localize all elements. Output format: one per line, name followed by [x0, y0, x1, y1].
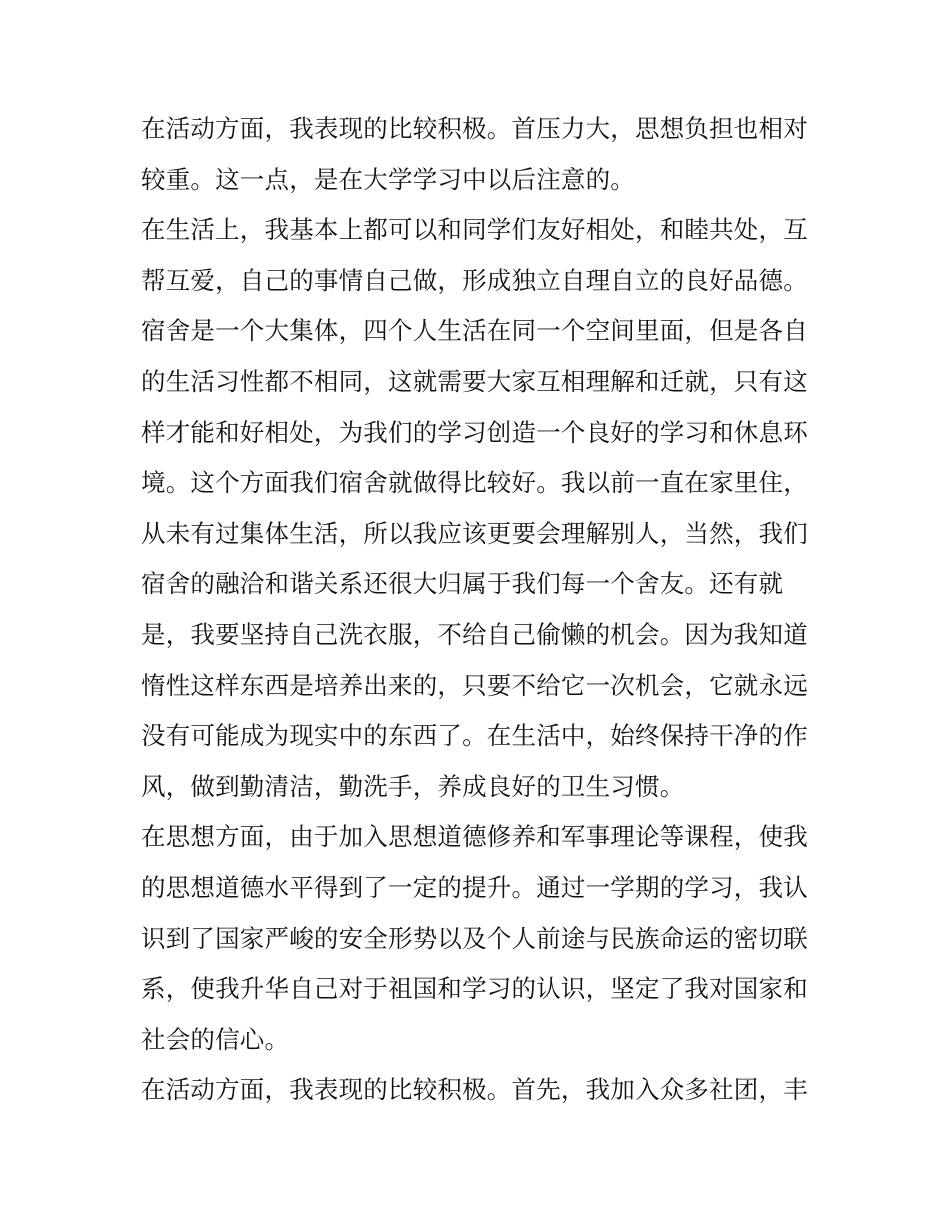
- text-line: 较重。这一点，是在大学学习中以后注意的。: [141, 164, 635, 194]
- text-line: 是，我要坚持自己洗衣服，不给自己偷懒的机会。因为我知道: [141, 619, 808, 649]
- text-line: 在活动方面，我表现的比较积极。首压力大，思想负担也相对: [141, 114, 808, 143]
- text-line: 系，使我升华自己对于祖国和学习的认识，坚定了我对国家和: [141, 974, 808, 1004]
- text-line: 没有可能成为现实中的东西了。在生活中，始终保持干净的作: [141, 721, 808, 751]
- text-line: 在生活上，我基本上都可以和同学们友好相处，和睦共处，互: [141, 215, 808, 245]
- text-line: 宿舍的融洽和谐关系还很大归属于我们每一个舍友。还有就: [141, 569, 784, 599]
- text-line: 境。这个方面我们宿舍就做得比较好。我以前一直在家里住，: [141, 468, 808, 498]
- text-line: 的生活习性都不相同，这就需要大家互相理解和迁就，只有这: [141, 366, 808, 396]
- text-line: 在活动方面，我表现的比较积极。首先，我加入众多社团，丰: [141, 1075, 808, 1105]
- text-line: 社会的信心。: [141, 1024, 290, 1054]
- text-line: 宿舍是一个大集体，四个人生活在同一个空间里面，但是各自: [141, 316, 808, 346]
- text-line: 样才能和好相处，为我们的学习创造一个良好的学习和休息环: [141, 417, 808, 447]
- text-line: 识到了国家严峻的安全形势以及个人前途与民族命运的密切联: [141, 923, 808, 953]
- text-line: 风，做到勤清洁，勤洗手，养成良好的卫生习惯。: [141, 771, 685, 801]
- text-line: 帮互爱，自己的事情自己做，形成独立自理自立的良好品德。: [141, 265, 808, 295]
- text-line: 的思想道德水平得到了一定的提升。通过一学期的学习，我认: [141, 872, 808, 902]
- text-line: 从未有过集体生活，所以我应该更要会理解别人，当然，我们: [141, 518, 808, 548]
- text-line: 在思想方面，由于加入思想道德修养和军事理论等课程，使我: [141, 822, 808, 852]
- text-line: 惰性这样东西是培养出来的，只要不给它一次机会，它就永远: [141, 670, 808, 700]
- document-body: [141, 104, 821, 1116]
